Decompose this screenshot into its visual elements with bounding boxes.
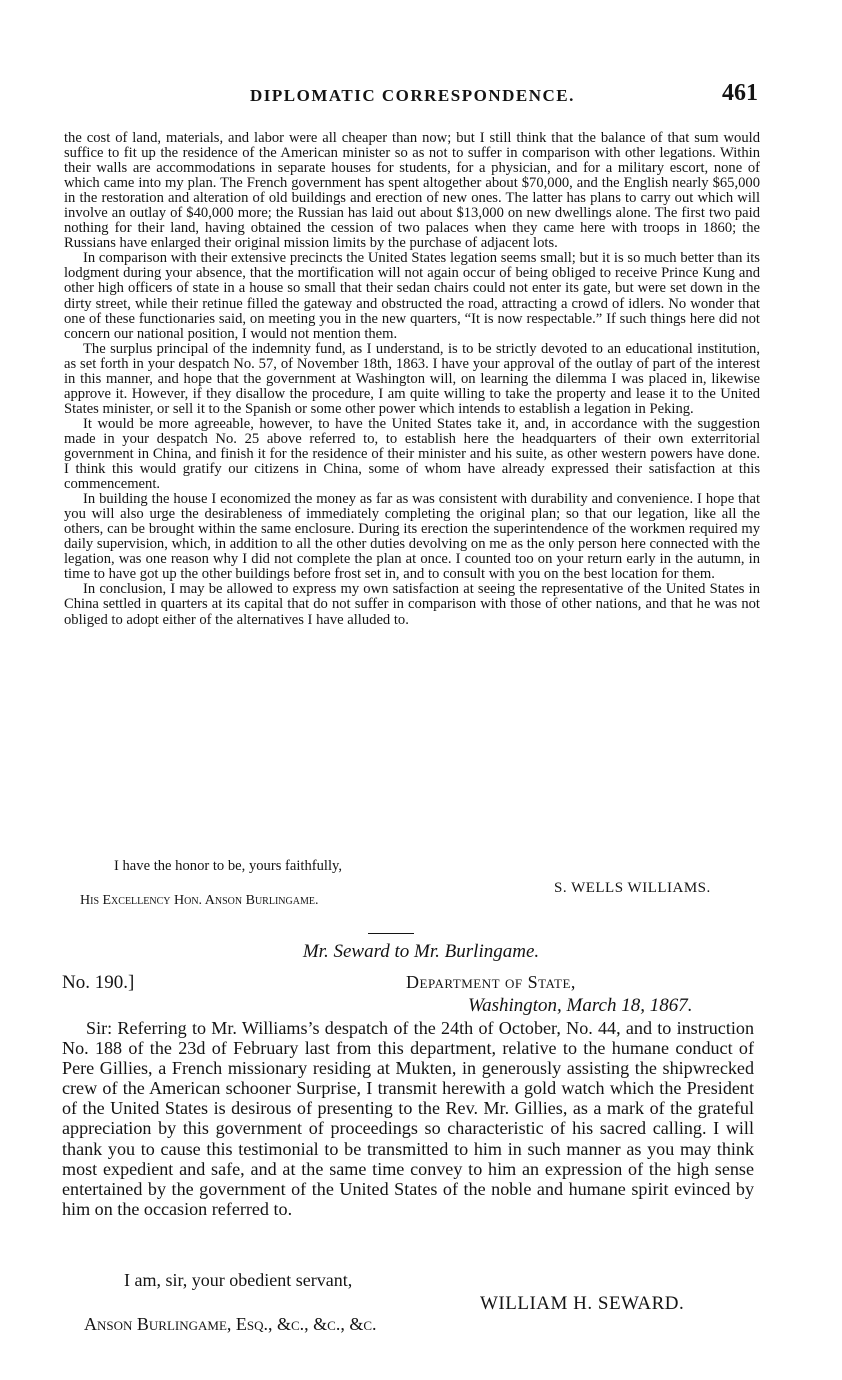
page-number: 461	[722, 80, 758, 106]
letter-williams-signature: S. WELLS WILLIAMS.	[554, 880, 711, 896]
letter-seward-heading: Mr. Seward to Mr. Burlingame.	[302, 941, 540, 962]
running-title: DIPLOMATIC CORRESPONDENCE.	[250, 86, 575, 105]
paragraph: In conclusion, I may be allowed to express my own satisfaction at seeing the representative of the United States in China settled in quarters at its capital that do not suffer in comparison with those of other nations, and that he was not obliged to adopt either of the alternatives I have alluded to.	[64, 581, 760, 628]
letter-number: No. 190.]	[62, 972, 135, 993]
paragraph: the cost of land, materials, and labor were all cheaper than now; but I still think that the balance of that sum would suffice to fit up the residence of the American minister so as not to suffer in comparison with other legations. Within their walls are accommodations in separate houses for students, for a physician, and for a military escort, none of which came into my plan. The French government has spent altogether about $70,000, and the English nearly $65,000 in the restoration and alteration of old buildings and erection of new ones. The latter has plans to carry out which will involve an outlay of $40,000 more; the Russian has laid out about $13,000 on new dwellings alone. The first two paid nothing for their land, having obtained the cession of two palaces when they came here with troops in 1860; the Russians have enlarged their original mission limits by the purchase of adjacent lots.	[64, 130, 760, 252]
paragraph: In building the house I economized the money as far as was consistent with durability and convenience. I hope that you will also urge the desirableness of immediately completing the original plan; so that our legation, like all the others, can be brought within the same enclosure. During its erection the superintendence of the workmen required my daily supervision, which, in addition to all the other duties devolving on me as the only person here connected with the legation, was one reason why I did not complete the plan at once. I counted too on your return early in the autumn, in time to have got up the other buildings before frost set in, and to consult with you on the best location for them.	[64, 491, 760, 583]
paragraph: In comparison with their extensive precincts the United States legation seems small; but it is so much better than its lodgment during your absence, that the mortification will not again occur of being obliged to receive Prince Kung and other high officers of state in a house so small that their sedan chairs could not enter its gate, but were set down in the dirty street, while their retinue filled the gateway and obstructed the road, attracting a crowd of idlers. No wonder that one of these functionaries said, on meeting you in the new quarters, “It is now respectable.” If such things here did not concern our national position, I would not mention them.	[64, 250, 760, 342]
letter-seward-body	[62, 1018, 754, 1219]
letter-williams-body	[64, 131, 760, 628]
letter-place-date: Washington, March 18, 1867.	[468, 995, 693, 1016]
letter-seward-signature: WILLIAM H. SEWARD.	[480, 1293, 685, 1314]
letter-seward-closing: I am, sir, your obedient servant,	[124, 1270, 353, 1290]
letter-seward-addressee: Anson Burlingame, Esq., &c., &c., &c.	[84, 1314, 377, 1334]
section-divider	[368, 933, 414, 934]
page-header	[60, 80, 760, 114]
letter-department: Department of State,	[406, 972, 576, 992]
letter-williams-closing: I have the honor to be, yours faithfully,	[114, 858, 343, 874]
paragraph: Sir: Referring to Mr. Williams’s despatch of the 24th of October, No. 44, and to instruction No. 188 of the 23d of February last from this department, relative to the humane conduct of Pere Gillies, a French missionary residing at Mukten, in generously assisting the shipwrecked crew of the American schooner Surprise, I transmit herewith a gold watch which the President of the United States is desirous of presenting to the Rev. Mr. Gillies, as a mark of the grateful appreciation by this government of proceedings so characteristic of his sacred calling. I will thank you to cause this testimonial to be transmitted to him in such manner as you may think most expedient and safe, and at the same time convey to him an expression of the high sense entertained by the government of the United States of the noble and humane spirit evinced by him on the occasion referred to.	[62, 1018, 754, 1219]
paragraph: It would be more agreeable, however, to have the United States take it, and, in accordance with the suggestion made in your despatch No. 25 above referred to, to establish here the headquarters of their own exterritorial government in China, and finish it for the residence of their minister and his suite, as other western powers have done. I think this would gratify our citizens in China, some of whom have already expressed their satisfaction at this commencement.	[64, 415, 760, 493]
letter-williams-addressee: His Excellency Hon. Anson Burlingame.	[80, 893, 319, 908]
paragraph: The surplus principal of the indemnity fund, as I understand, is to be strictly devoted to an educational institution, as set forth in your despatch No. 57, of November 18th, 1863. I have your approval of the outlay of part of the interest in this manner, and hope that the government at Washington will, on learning the dilemma I was placed in, likewise approve it. However, if they disallow the procedure, I am quite willing to take the property and lease it to the United States minister, or sell it to the Spanish or some other power which intends to establish a legation in Peking.	[64, 340, 760, 417]
